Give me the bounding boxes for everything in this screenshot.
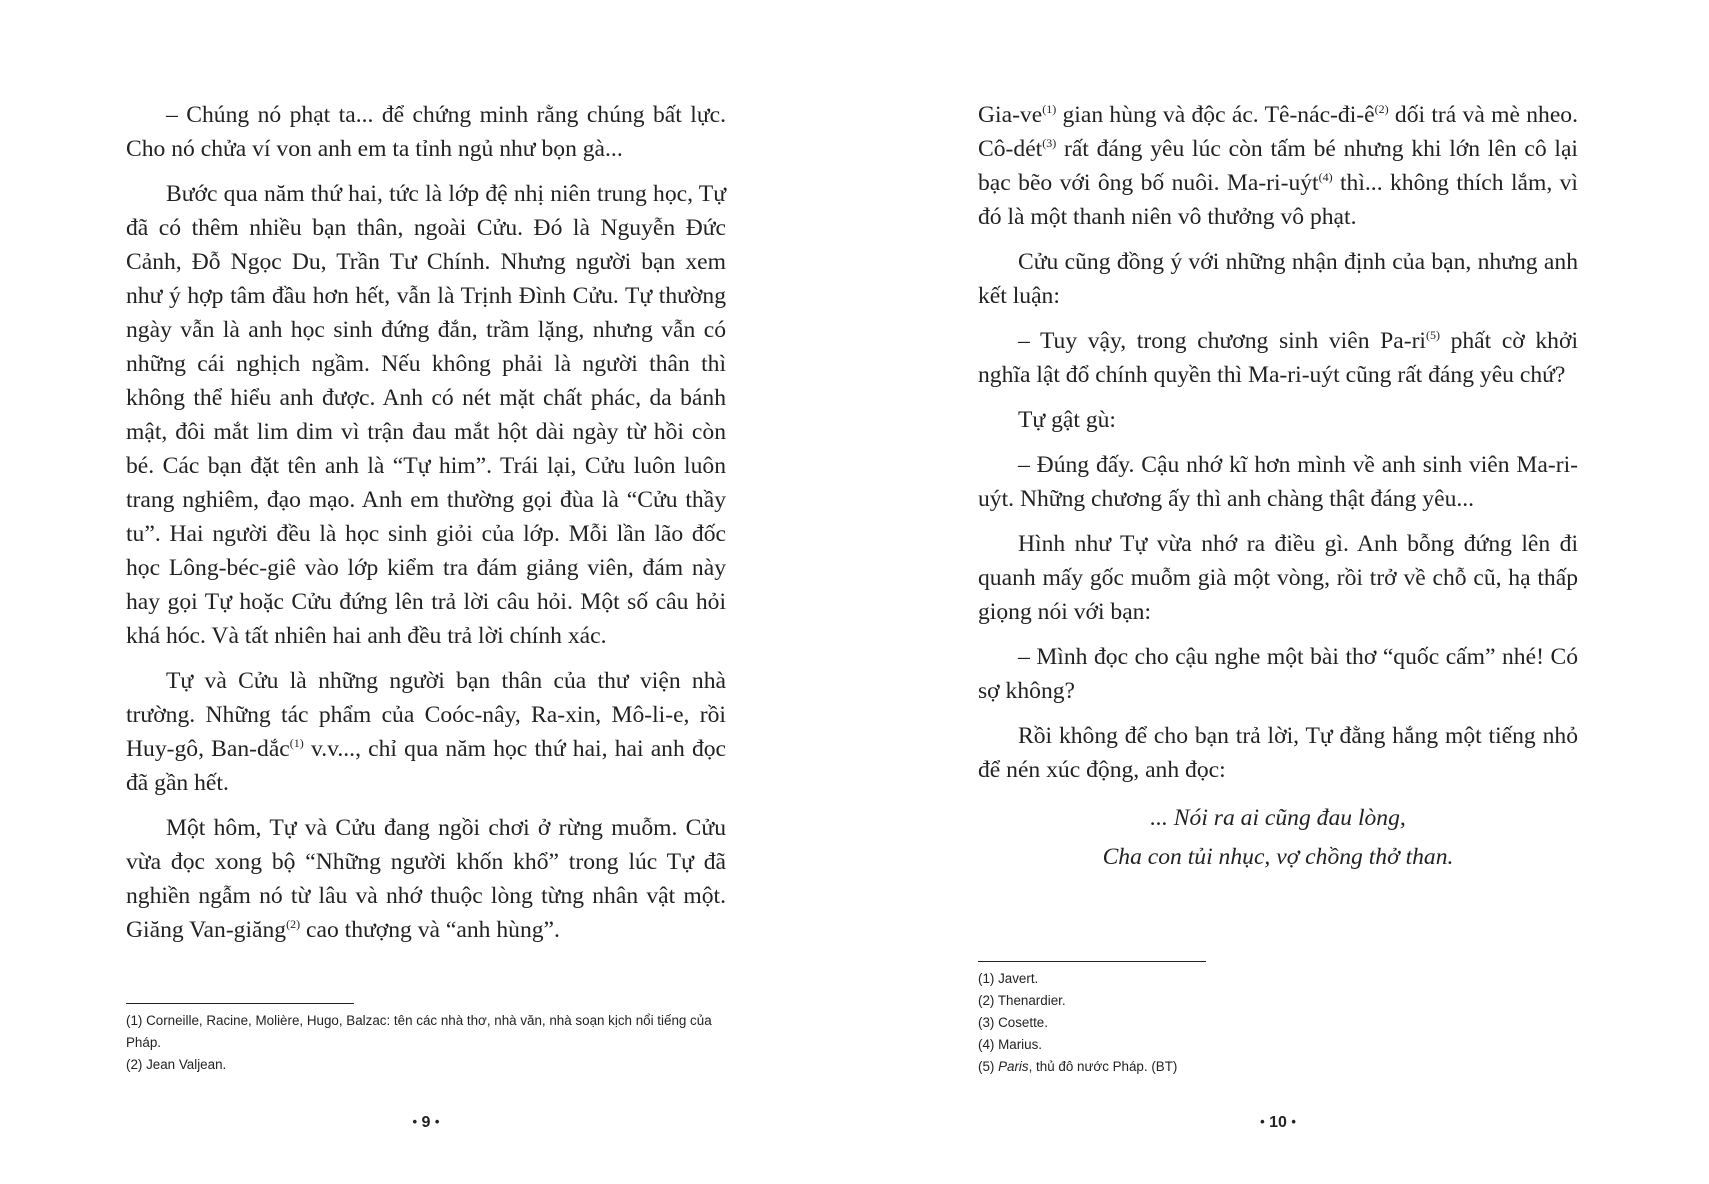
paragraph: – Chúng nó phạt ta... để chứng minh rằng chúng bất lực. Cho nó chửa ví von anh em ta tỉnh ngủ như bọn gà...: [126, 102, 726, 162]
page-number-value: 10: [1269, 1114, 1287, 1131]
footnote: (4) Marius.: [978, 1037, 1042, 1052]
footnote-ref: (2): [286, 917, 301, 932]
paragraph-text: v.v..., chỉ qua năm học thứ hai, hai anh đọc đã gần hết.: [126, 736, 727, 796]
page-number-left: [126, 1114, 726, 1132]
paragraph-text: cao thượng và “anh hùng”.: [300, 917, 560, 943]
bullet-icon: •: [412, 1114, 418, 1129]
footnote-divider: [126, 1003, 354, 1004]
right-footnotes: [978, 961, 1578, 1078]
paragraph: Rồi không để cho bạn trả lời, Tự đằng hắng một tiếng nhỏ để nén xúc động, anh đọc:: [978, 723, 1578, 783]
bullet-icon: •: [1260, 1114, 1265, 1129]
bullet-icon: •: [434, 1114, 440, 1129]
paragraph: [126, 811, 726, 947]
footnote-ref: (2): [1374, 102, 1389, 117]
footnote-emphasis: Paris: [998, 1059, 1029, 1074]
page-number-value: 9: [421, 1114, 431, 1131]
footnote: (1) Corneille, Racine, Molière, Hugo, Balzac: tên các nhà thơ, nhà văn, nhà soạn kịch nổi tiếng của Pháp.: [126, 1013, 712, 1050]
footnote: (2) Thenardier.: [978, 993, 1066, 1008]
footnote-text: (5): [978, 1059, 999, 1074]
poem-line: ... Nói ra ai cũng đau lòng,: [1150, 805, 1406, 831]
footnote: (3) Cosette.: [978, 1015, 1048, 1030]
paragraph-text: rất đáng yêu lúc còn tấm bé nhưng khi lớn lên cô lại bạc bẽo với ông bố nuôi. Ma-ri-uýt: [978, 136, 1578, 196]
footnote-divider: [978, 961, 1206, 962]
footnote-ref: (5): [1425, 328, 1440, 343]
left-page: [126, 0, 726, 1184]
footnote-ref: (1): [289, 736, 304, 751]
paragraph: Tự gật gù:: [1018, 407, 1116, 433]
paragraph: [978, 324, 1578, 392]
paragraph: Bước qua năm thứ hai, tức là lớp đệ nhị niên trung học, Tự đã có thêm nhiều bạn thân, ngoài Cửu. Đó là Nguyễn Đức Cảnh, Đỗ Ngọc Du, Trần Tư Chính. Nhưng người bạn xem như ý hợp tâm đầu hơn hết, vẫn là Trịnh Đình Cửu. Tự thường ngày vẫn là anh học sinh đứng đắn, trầm lặng, nhưng vẫn có những cái nghịch ngầm. Nếu không phải là người thân thì không thể hiểu anh được. Anh có nét mặt chất phác, da bánh mật, đôi mắt lim dim vì trận đau mắt hột dài ngày từ hồi còn bé. Các bạn đặt tên anh là “Tự him”. Trái lại, Cửu luôn luôn trang nghiêm, đạo mạo. Anh em thường gọi đùa là “Cửu thầy tu”. Hai người đều là học sinh giỏi của lớp. Mỗi lần lão đốc học Lông-béc-giê vào lớp kiểm tra đám giảng viên, đám này hay gọi Tự hoặc Cửu đứng lên trả lời câu hỏi. Một số câu hỏi khá hóc. Và tất nhiên hai anh đều trả lời chính xác.: [126, 181, 726, 649]
footnote-ref: (3): [1042, 136, 1057, 151]
paragraph: Hình như Tự vừa nhớ ra điều gì. Anh bỗng đứng lên đi quanh mấy gốc muỗm già một vòng, rồi trở về chỗ cũ, hạ thấp giọng nói với bạn:: [978, 531, 1578, 625]
poem-quote: [978, 799, 1578, 877]
paragraph-text: Tự và Cửu là những người bạn thân của thư viện nhà trường. Những tác phẩm của Coóc-nây, Ra-xin, Mô-li-e, rồi Huy-gô, Ban-dắc: [126, 668, 726, 762]
paragraph: – Mình đọc cho cậu nghe một bài thơ “quốc cấm” nhé! Có sợ không?: [978, 644, 1578, 704]
paragraph-text: Một hôm, Tự và Cửu đang ngồi chơi ở rừng muỗm. Cửu vừa đọc xong bộ “Những người khốn khổ” trong lúc Tự đã nghiền ngẫm nó từ lâu và nhớ thuộc lòng từng nhân vật một. Giăng Van-giăng: [126, 815, 726, 943]
paragraph: [978, 98, 1578, 234]
right-body-text: [978, 98, 1578, 877]
footnote: (1) Javert.: [978, 971, 1039, 986]
left-footnotes: [126, 1003, 726, 1076]
paragraph: – Đúng đấy. Cậu nhớ kĩ hơn mình về anh sinh viên Ma-ri-uýt. Những chương ấy thì anh chàng thật đáng yêu...: [978, 452, 1578, 512]
footnote-ref: (4): [1318, 170, 1333, 185]
paragraph-text: phất cờ khởi nghĩa lật đổ chính quyền thì Ma-ri-uýt cũng rất đáng yêu chứ?: [978, 328, 1579, 388]
paragraph: [126, 664, 726, 800]
footnote: [978, 1056, 1578, 1078]
paragraph-text: Gia-ve: [978, 102, 1043, 128]
footnote-ref: (1): [1042, 102, 1057, 117]
bullet-icon: •: [1291, 1114, 1296, 1129]
footnote-text: , thủ đô nước Pháp. (BT): [1028, 1059, 1178, 1074]
paragraph-text: thì... không thích lắm, vì đó là một thanh niên vô thưởng vô phạt.: [978, 170, 1578, 230]
page-number-right: [978, 1114, 1578, 1132]
paragraph-text: dối trá và mè nheo. Cô-dét: [978, 102, 1578, 162]
paragraph-text: – Tuy vậy, trong chương sinh viên Pa-ri: [1018, 328, 1426, 354]
paragraph-text: gian hùng và độc ác. Tê-nác-đi-ê: [1056, 102, 1375, 128]
poem-line: Cha con tủi nhục, vợ chồng thở than.: [1102, 844, 1454, 870]
right-page: [978, 0, 1578, 1184]
left-body-text: [126, 98, 726, 958]
paragraph: Cửu cũng đồng ý với những nhận định của bạn, nhưng anh kết luận:: [978, 249, 1578, 309]
footnote: (2) Jean Valjean.: [126, 1057, 227, 1072]
